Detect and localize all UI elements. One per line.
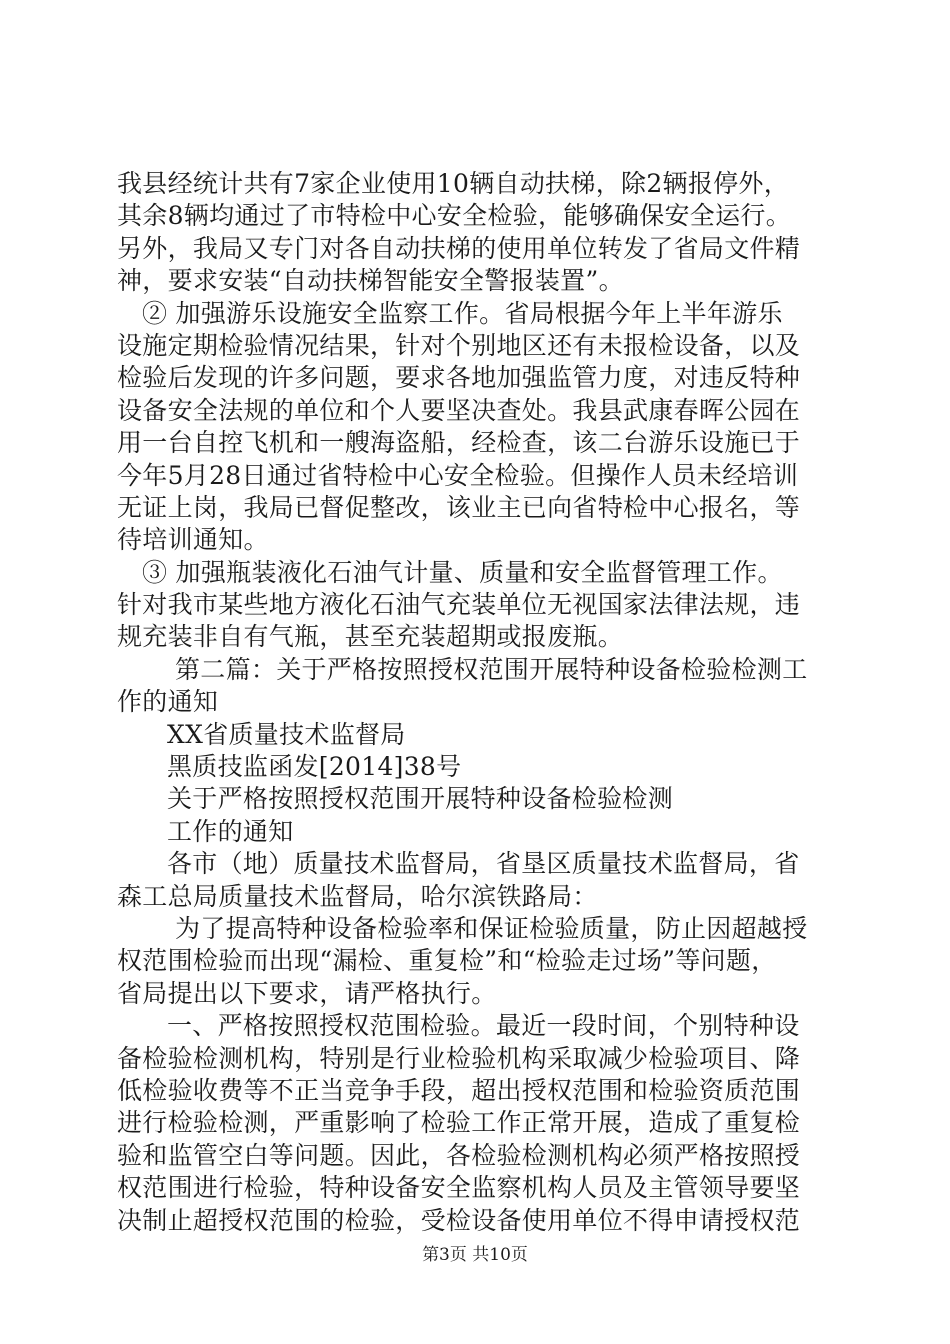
- text-line: 省局提出以下要求，请严格执行。: [117, 978, 497, 1008]
- text-line: 神，要求安装“自动扶梯智能安全警报装置”。: [117, 266, 624, 296]
- paragraph-start-line: ③ 加强瓶装液化石油气计量、质量和安全监督管理工作。: [142, 557, 783, 587]
- notice-title-line: 工作的通知: [167, 816, 294, 846]
- notice-title-line: 关于严格按照授权范围开展特种设备检验检测: [167, 784, 674, 814]
- text-line: 验和监管空白等问题。因此，各检验检测机构必须严格按照授: [117, 1140, 801, 1170]
- text-line: 无证上岗，我局已督促整改，该业主已向省特检中心报名，等: [117, 492, 801, 522]
- addressee-line: 各市（地）质量技术监督局，省垦区质量技术监督局，省: [167, 849, 800, 879]
- text-line: 决制止超授权范围的检验，受检设备使用单位不得申请授权范: [117, 1205, 801, 1235]
- text-line: 今年5月28日通过省特检中心安全检验。但操作人员未经培训: [117, 460, 799, 490]
- text-line: 设施定期检验情况结果，针对个别地区还有未报检设备，以及: [117, 330, 801, 360]
- section-heading-line: 作的通知: [117, 687, 219, 717]
- text-line: 规充装非自有气瓶，甚至充装超期或报废瓶。: [117, 622, 624, 652]
- text-line: 检验后发现的许多问题，要求各地加强监管力度，对违反特种: [117, 363, 801, 393]
- text-line: 我县经统计共有7家企业使用10辆自动扶梯，除2辆报停外，: [117, 169, 790, 198]
- paragraph-start-line: 一、严格按照授权范围检验。最近一段时间，个别特种设: [167, 1011, 800, 1041]
- text-line: 待培训通知。: [117, 525, 269, 555]
- text-line: 用一台自控飞机和一艘海盗船，经检查，该二台游乐设施已于: [117, 428, 801, 458]
- document-number-line: 黑质技监函发[2014]38号: [167, 752, 462, 782]
- text-line: 其余8辆均通过了市特检中心安全检验，能够确保安全运行。: [117, 201, 792, 231]
- text-line: 进行检验检测，严重影响了检验工作正常开展，造成了重复检: [117, 1108, 801, 1138]
- text-line: 设备安全法规的单位和个人要坚决查处。我县武康春晖公园在: [117, 395, 801, 425]
- text-line: 另外，我局又专门对各自动扶梯的使用单位转发了省局文件精: [117, 233, 801, 263]
- text-line: 权范围检验而出现“漏检、重复检”和“检验走过场”等问题，: [117, 946, 777, 976]
- paragraph-start-line: ② 加强游乐设施安全监察工作。省局根据今年上半年游乐: [142, 298, 783, 328]
- section-heading-line: 第二篇：关于严格按照授权范围开展特种设备检验检测工: [175, 654, 808, 684]
- text-line: 备检验检测机构，特别是行业检验机构采取减少检验项目、降: [117, 1043, 801, 1073]
- text-line: 权范围进行检验，特种设备安全监察机构人员及主管领导要坚: [117, 1173, 801, 1203]
- text-line: 针对我市某些地方液化石油气充装单位无视国家法律法规，违: [117, 590, 801, 620]
- text-line: 低检验收费等不正当竞争手段，超出授权范围和检验资质范围: [117, 1075, 801, 1105]
- document-body: [117, 168, 833, 1237]
- paragraph-start-line: 为了提高特种设备检验率和保证检验质量，防止因超越授: [175, 913, 808, 943]
- addressee-line: 森工总局质量技术监督局，哈尔滨铁路局：: [117, 881, 598, 911]
- issuer-line: XX省质量技术监督局: [167, 719, 406, 749]
- page-number-footer: 第3页 共10页: [422, 1245, 528, 1265]
